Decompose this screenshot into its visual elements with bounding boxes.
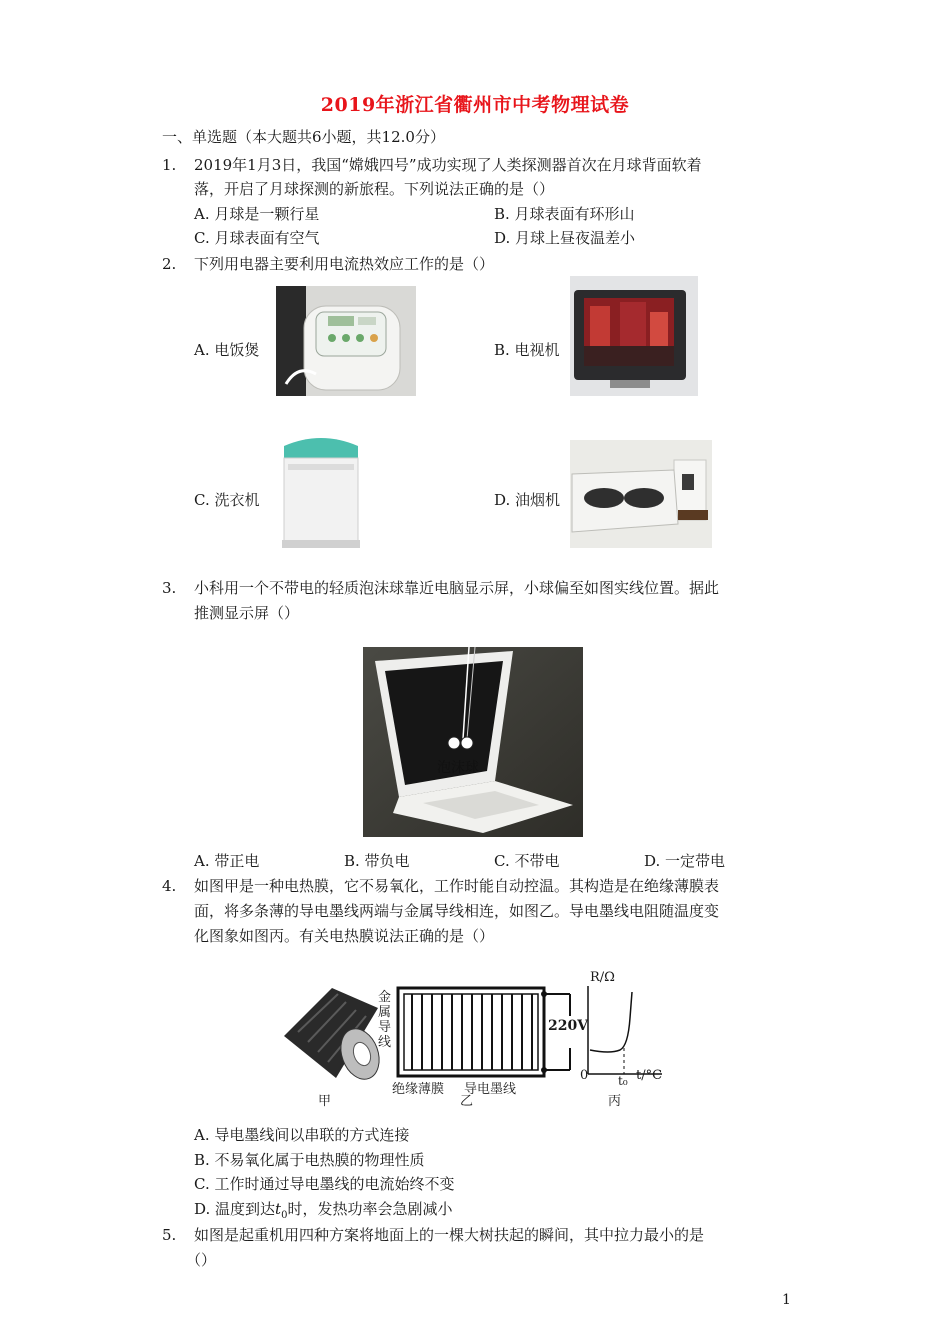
q1-option-a[interactable]: A. 月球是一颗行星 [194,205,320,223]
q2-option-c[interactable]: C. 洗衣机 [194,491,260,509]
graph-x-label: t/°C [636,1068,663,1083]
caption-c: 丙 [608,1094,622,1109]
q1-option-b[interactable]: B. 月球表面有环形山 [494,205,635,223]
q3-option-d[interactable]: D. 一定带电 [644,852,726,870]
graph-origin: 0 [580,1068,589,1083]
graph-y-label: R/Ω [590,970,615,985]
q1-number: 1. [162,156,177,174]
q4-figure [280,968,670,1108]
q4-number: 4. [162,877,177,895]
q4-option-a[interactable]: A. 导电墨线间以串联的方式连接 [194,1126,410,1144]
q4-option-d-var: t [275,1200,282,1218]
q4-option-d-sub: 0 [281,1210,288,1221]
page-number: 1 [782,1292,791,1308]
section-heading: 一、单选题（本大题共6小题，共12.0分） [162,128,445,146]
q2-option-d[interactable]: D. 油烟机 [494,491,561,509]
laptop-foam-ball-image [363,647,583,837]
range-hood-image [570,440,712,548]
q4-option-d[interactable] [194,1199,452,1226]
foam-ball-label: 泡沫球 [437,760,479,776]
q2-option-b[interactable]: B. 电视机 [494,341,560,359]
q4-option-b[interactable]: B. 不易氧化属于电热膜的物理性质 [194,1151,425,1169]
q3-option-b[interactable]: B. 带负电 [344,852,410,870]
q2-number: 2. [162,255,177,273]
q4-stem-line2: 面，将多条薄的导电墨线两端与金属导线相连，如图乙。导电墨线电阻随温度变 [194,902,720,920]
caption-b: 乙 [460,1094,474,1109]
caption-a: 甲 [318,1094,332,1109]
rice-cooker-image [276,286,416,396]
q3-number: 3. [162,579,177,597]
label-ink-line: 导电墨线 [464,1082,517,1097]
q1-option-c[interactable]: C. 月球表面有空气 [194,229,320,247]
q5-stem-line1: 如图是起重机用四种方案将地面上的一棵大树扶起的瞬间，其中拉力最小的是 [194,1226,705,1244]
label-voltage: 220V [548,1018,589,1034]
q5-stem-line2: （） [186,1251,217,1269]
washing-machine-image [278,430,364,550]
page-title: 2019年浙江省衢州市中考物理试卷 [320,94,630,116]
q3-stem-line1: 小科用一个不带电的轻质泡沫球靠近电脑显示屏，小球偏至如图实线位置。据此 [194,579,720,597]
q4-option-d-suffix: 时，发热功率会急剧减小 [287,1200,453,1218]
resistance-curve [590,992,632,1052]
tv-image [570,276,698,396]
q1-option-d[interactable]: D. 月球上昼夜温差小 [494,229,636,247]
q2-option-a[interactable]: A. 电饭煲 [194,341,260,359]
q4-option-d-prefix: D. 温度到达 [194,1200,276,1218]
q1-stem-line2: 落，开启了月球探测的新旅程。下列说法正确的是（） [194,180,555,198]
q4-stem-line3: 化图象如图丙。有关电热膜说法正确的是（） [194,927,495,945]
label-insulation-film: 绝缘薄膜 [392,1082,445,1097]
q2-stem-line1: 下列用电器主要利用电流热效应工作的是（） [194,255,495,273]
q5-number: 5. [162,1226,177,1244]
q4-stem-line1: 如图甲是一种电热膜，它不易氧化，工作时能自动控温。其构造是在绝缘薄膜表 [194,877,720,895]
q3-stem-line2: 推测显示屏（） [194,604,300,622]
q3-option-c[interactable]: C. 不带电 [494,852,560,870]
q3-option-a[interactable]: A. 带正电 [194,852,260,870]
q4-option-c[interactable]: C. 工作时通过导电墨线的电流始终不变 [194,1175,455,1193]
label-metal-wire: 金属导线 [378,990,392,1050]
q1-stem-line1: 2019年1月3日，我国“嫦娥四号”成功实现了人类探测器首次在月球背面软着 [194,156,702,174]
graph-t0-label: t₀ [618,1074,628,1088]
